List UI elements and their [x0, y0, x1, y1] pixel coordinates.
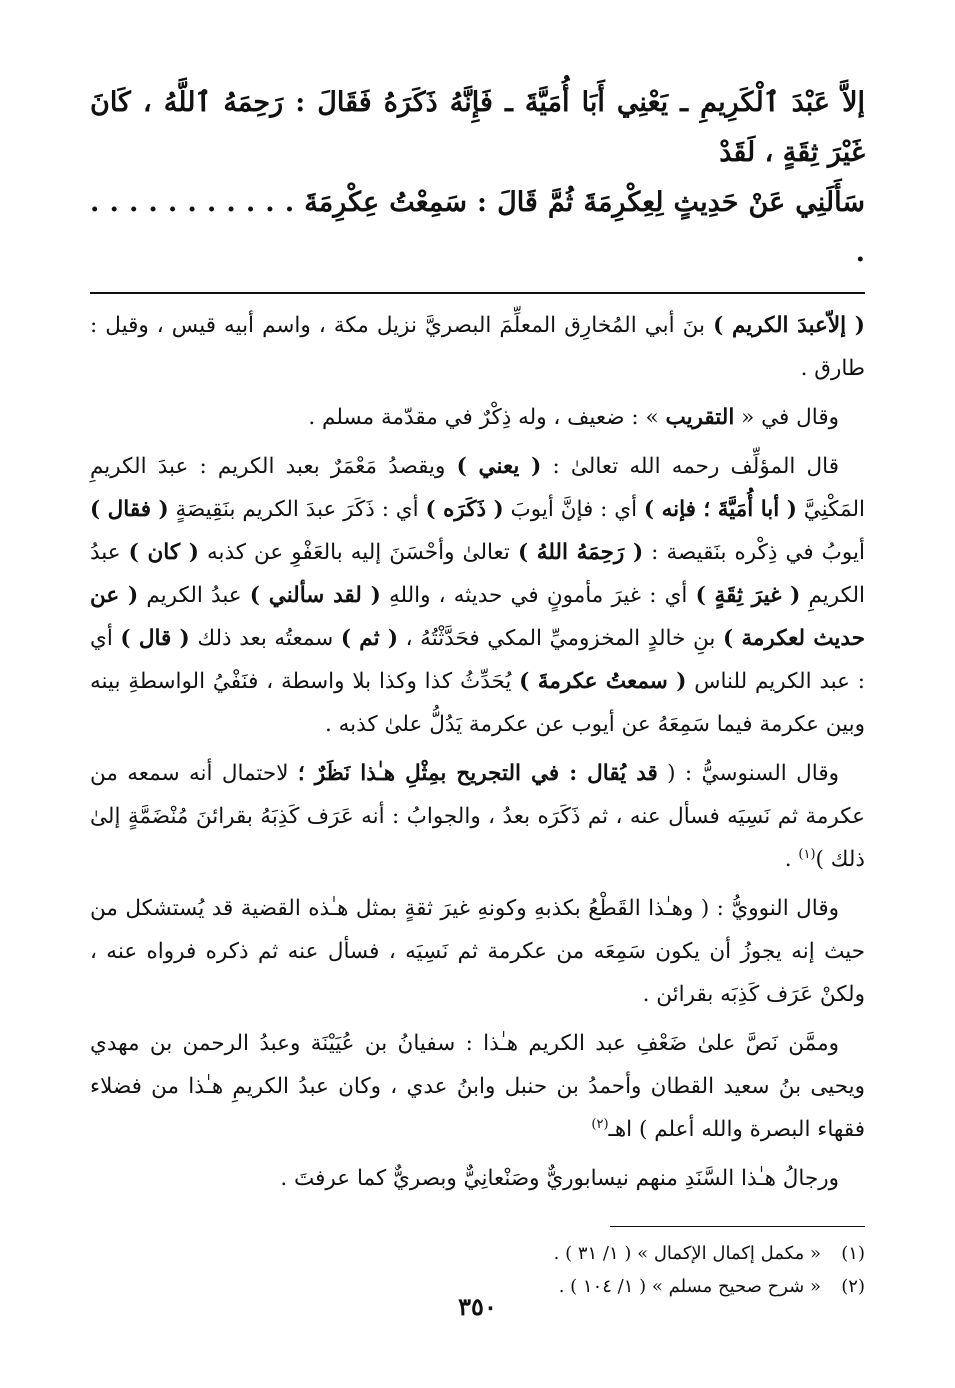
lemma: ( ذَكَرَه ) [425, 497, 504, 522]
commentary-paragraph-1 [90, 304, 865, 390]
footnote-text: « شرح صحيح مسلم » ( ١/ ١٠٤ ) . [558, 1276, 821, 1297]
commentary-text: وقال في « [734, 405, 839, 430]
main-separator [90, 292, 865, 294]
commentary-text: . [784, 847, 799, 872]
lemma: ( فقال ) [90, 497, 169, 522]
ellipsis-dots: . . . . . . . . . . . . [90, 187, 865, 268]
commentary-text: أي : عبد الكريم للناس [90, 626, 866, 694]
footnote-ref-1[interactable]: (١) [798, 846, 816, 862]
page-body [90, 78, 865, 1303]
hadith-line-2 [90, 178, 865, 278]
lemma: ( غيرَ ثِقَةٍ ) [695, 583, 801, 608]
commentary-text: أيوبُ في ذِكْره بنَقيصة : [643, 540, 865, 565]
commentary-text: وممَّن نَصَّ علىٰ ضَعْفِ عبد الكريم هـٰذا : سفيانُ بن عُيَيْنَة وعبدُ الرحمن بن مهدي ويحيى بنُ سعيد القطان وأحمدُ بن حنبل وابنُ عدي ، وكان عبدُ الكريمِ هـٰذا من فضلاء فقهاء البصرة والله أعلم ) اهـ [90, 1031, 865, 1142]
commentary-paragraph-3 [90, 445, 865, 746]
commentary-text: لاحتمال أنه سمعه من عكرمة ثم نَسِيَه فسأل عنه ، ثم ذَكَرَه بعدُ ، والجوابُ : أنه عَرَف كَذِبَهُ بقرائنَ مُنْضَمَّةٍ إلىٰ ذلك ) [90, 761, 865, 872]
lemma: ( أبا أُمَيَّةَ ؛ فإنه ) [643, 497, 797, 522]
commentary [90, 304, 865, 1200]
commentary-text: يُحَدِّثُ كذا وكذا بلا واسطة ، فنَفْيُ الواسطةِ بينه وبين عكرمة فيما سَمِعَهُ عن أيوب عن عكرمة يَدُلُّ علىٰ كذبه . [90, 669, 865, 737]
lemma: ( إلاّعبدَ الكريم ) [713, 313, 865, 338]
quoted-text: قد يُقال : في التجريح بمِثْلِ هـٰذا نَظَرٌ ؛ [297, 761, 658, 786]
commentary-text: بنَ أبي المُخارِق المعلِّمَ البصريَّ نزيل مكة ، واسم أبيه قيس ، وقيل : طارق . [90, 313, 865, 381]
commentary-text: عبدُ الكريمِ [90, 540, 866, 608]
commentary-text: » : ضعيف ، وله ذِكْرٌ في مقدّمة مسلم . [308, 405, 666, 430]
commentary-paragraph-7: ورجالُ هـٰذا السَّنَدِ منهم نيسابوريٌّ وصَنْعانِيٌّ وبصريٌّ كما عرفتَ . [280, 1166, 839, 1191]
book-title: التقريب [665, 405, 735, 430]
footnote-text: « مكمل إكمال الإكمال » ( ١/ ٣١ ) . [553, 1243, 821, 1264]
commentary-paragraph-6 [90, 1022, 865, 1151]
commentary-paragraph-4 [90, 752, 865, 881]
lemma: ( كان ) [128, 540, 199, 565]
lemma: ( قال ) [120, 626, 190, 651]
lemma: ( سمعتُ عكرمةَ ) [519, 669, 687, 694]
commentary-text: أي : ذَكَرَ عبدَ الكريم بنَقِيصَةٍ [168, 497, 426, 522]
commentary-text: قال المؤلِّف رحمه الله تعالىٰ : [541, 454, 839, 479]
page-number: ٣٥٠ [458, 1292, 497, 1321]
footnote-number: (١) [841, 1243, 865, 1264]
commentary-text: وقال السنوسيُّ : ( [657, 761, 839, 786]
footnote-1 [90, 1237, 865, 1270]
commentary-text: سمعتُه بعد ذلك [189, 626, 341, 651]
commentary-text: عبدُ الكريم [138, 583, 250, 608]
lemma: ( رَحِمَهُ اللهُ ) [517, 540, 644, 565]
hadith-text [90, 78, 865, 278]
commentary-text: بنِ خالدٍ المخزوميِّ المكي فحَدَّثْتُهُ ، [398, 626, 723, 651]
footnote-number: (٢) [841, 1276, 865, 1297]
footnote-ref-2[interactable]: (٢) [591, 1116, 609, 1132]
lemma: ( لقد سألني ) [249, 583, 381, 608]
lemma: ( ثم ) [340, 626, 399, 651]
commentary-text: ويقصدُ مَعْمَرٌ بعبد الكريم : عبدَ الكريمِ المَكْنِيَّ [90, 454, 865, 522]
commentary-text: أي : غيرَ مأمونٍ في حديثه ، واللهِ [380, 583, 696, 608]
commentary-paragraph-5: وقال النوويُّ : ( وهـٰذا القَطْعُ بكذبهِ وكونهِ غيرَ ثقةٍ بمثل هـٰذه القضية قد يُستشكل من حيث إنه يجوزُ أن يكون سَمِعَه من عكرمة ثم نَسِيَه ، فسأل عنه ثم ذكره فرواه عنه ، ولكنْ عَرَف كَذِبَه بقرائن . [90, 896, 865, 1007]
commentary-text: تعالىٰ وأحْسَنَ إليه بالعَفْوِ عن كذبه [198, 540, 518, 565]
footnote-separator [610, 1226, 865, 1227]
hadith-line-1: إلاَّ عَبْدَ ٱلْكَرِيمِ ـ يَعْنِي أَبَا أُمَيَّةَ ـ فَإِنَّهُ ذَكَرَهُ فَقَالَ : رَحِمَهُ ٱللَّهُ ، كَانَ غَيْرَ ثِقَةٍ ، لَقَدْ [90, 87, 865, 168]
commentary-paragraph-2 [90, 396, 865, 439]
commentary-text: أي : فإنَّ أيوبَ [503, 497, 644, 522]
hadith-line-2-text: سَأَلَنِي عَنْ حَدِيثٍ لِعِكْرِمَةَ ثُمَّ قَالَ : سَمِعْتُ عِكْرِمَةَ [304, 187, 865, 218]
lemma: ( يعني ) [456, 454, 542, 479]
lemma: ( عن حديث لعكرمة ) [90, 583, 865, 651]
